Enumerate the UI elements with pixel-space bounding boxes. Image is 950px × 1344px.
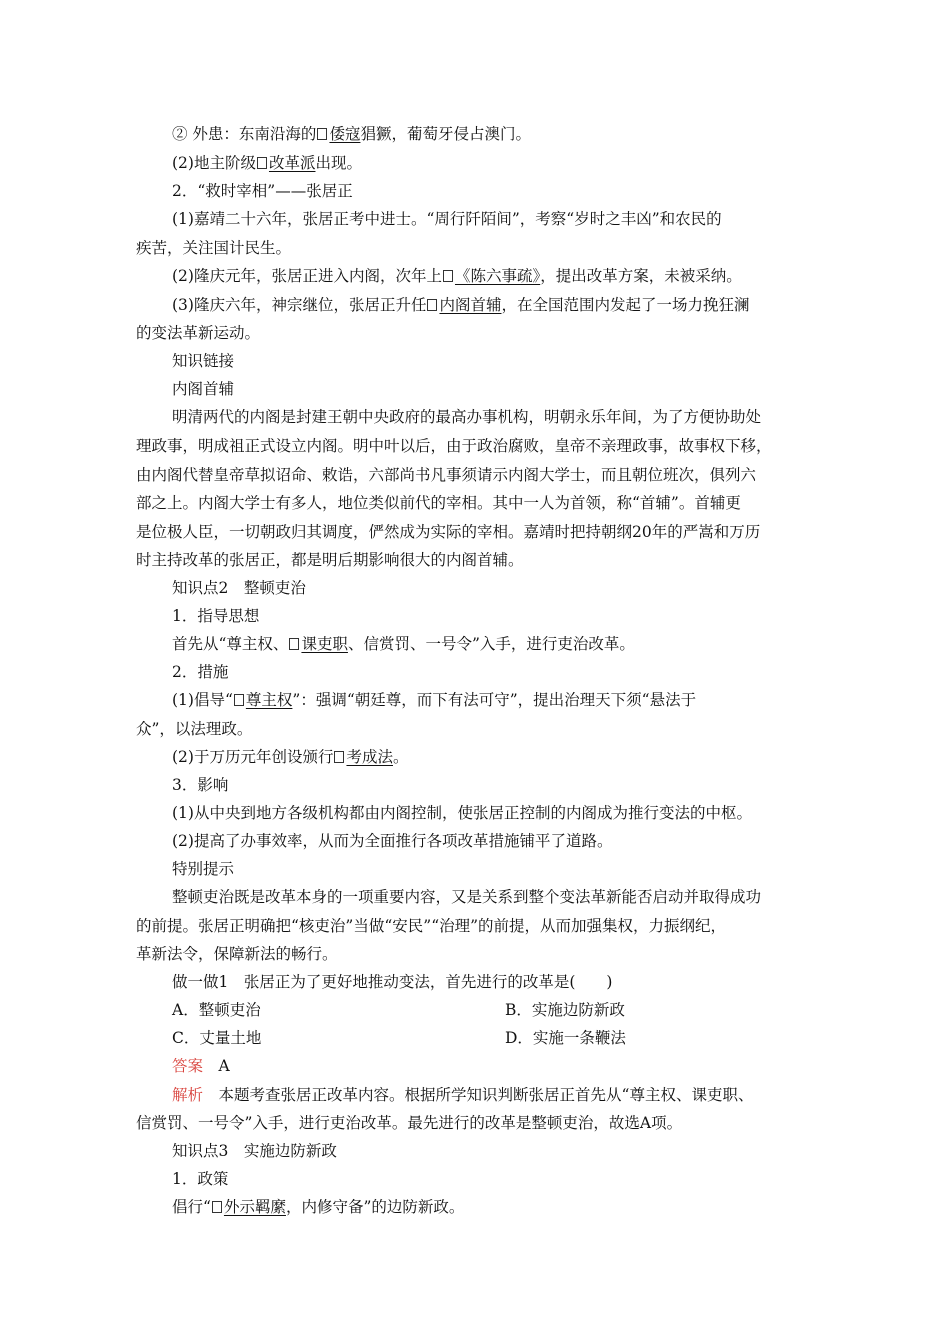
text-span: C．丈量土地 [172,1029,262,1047]
text-span: 本题考查张居正改革内容。根据所学知识判断张居正首先从“尊主权、课吏职、 [203,1086,754,1104]
text-span: 疾苦，关注国计民生。 [136,239,292,257]
text-span: 、信赏罚、一号令”入手，进行吏治改革。 [347,635,635,653]
text-span: ，内修守备”的边防新政。 [285,1198,465,1216]
text-line [136,1113,682,1133]
text-line [136,550,524,570]
text-span: 理政事，明成祖正式设立内阁。明中叶以后，由于政治腐败，皇帝不亲理政事，故事权下移， [136,437,772,455]
text-line [172,747,409,767]
text-line [172,209,722,229]
text-span: 3．影响 [172,776,229,794]
text-span: ，提出改革方案，未被采纳。 [540,267,742,285]
text-span: A [203,1057,230,1075]
text-span: 知识点2 整顿吏治 [172,579,306,597]
text-span: 部之上。内阁大学士有多人，地位类似前代的宰相。其中一人为首领，称“首辅”。首辅更 [136,494,741,512]
text-span: 首先从“尊主权、 [172,635,289,653]
blank-box-icon [443,270,453,282]
text-span: 特别提示 [172,860,235,878]
text-span: 整顿吏治既是改革本身的一项重要内容，又是关系到整个变法革新能否启动并取得成功 [172,888,762,906]
text-line [172,1056,230,1076]
text-span: 众”，以法理政。 [136,720,253,738]
text-line [172,153,362,173]
text-span: (2)于万历元年创设颁行 [172,748,334,766]
text-line [172,831,612,851]
text-line [172,181,353,201]
text-span: (2)地主阶级 [172,154,256,172]
blank-box-icon [427,299,437,311]
text-span: ② 外患：东南沿海的 [172,125,317,143]
underlined-answer: 外示羁縻 [223,1198,286,1216]
text-line [136,465,756,485]
text-span: 。 [392,748,409,766]
blank-box-icon [212,1201,222,1213]
text-line [172,351,234,371]
text-line [172,662,228,682]
text-span: 时主持改革的张居正，都是明后期影响很大的内阁首辅。 [136,551,524,569]
underlined-answer: 课吏职 [301,635,348,653]
underlined-answer: 改革派 [268,154,316,172]
text-span: ”：强调“朝廷尊，而下有法可守”，提出治理天下须“悬法于 [292,691,697,709]
blank-box-icon [317,128,327,140]
text-span: 明清两代的内阁是封建王朝中央政府的最高办事机构，明朝永乐年间，为了方便协助处 [172,408,762,426]
underlined-answer: 《陈六事疏》 [454,267,541,285]
text-span: 的变法革新运动。 [136,324,261,342]
text-span: 的前提。张居正明确把“核吏治”当做“安民”“治理”的前提，从而加强集权，力振纲纪， [136,917,727,935]
text-span: (1)从中央到地方各级机构都由内阁控制，使张居正控制的内阁成为推行变法的中枢。 [172,804,752,822]
text-line [172,295,750,315]
text-span: 内阁首辅 [172,380,235,398]
text-line [172,606,259,626]
text-line [172,1085,753,1105]
text-line [172,1169,228,1189]
text-span: 倡行“ [172,1198,211,1216]
text-line [172,407,761,427]
text-line [136,493,741,513]
text-span: 1．政策 [172,1170,229,1188]
text-span: 革新法令，保障新法的畅行。 [136,945,338,963]
text-span: 猖獗，葡萄牙侵占澳门。 [360,125,531,143]
text-line [172,1028,261,1048]
underlined-answer: 考成法 [346,748,393,766]
text-span: 出现。 [315,154,362,172]
text-line [172,859,234,879]
text-line [172,775,228,795]
underlined-answer: 倭寇 [329,125,361,143]
text-line [172,379,234,399]
text-span: (3)隆庆六年，神宗继位，张居正升任 [172,296,427,314]
blank-box-icon [289,638,299,650]
text-line [136,944,338,964]
answer-label: 答案 [172,1057,204,1075]
text-line [172,1000,261,1020]
underlined-answer: 尊主权 [245,691,293,709]
option-text: D．实施一条鞭法 [505,1029,626,1047]
text-span: 知识点3 实施边防新政 [172,1142,337,1160]
text-span: 由内阁代替皇帝草拟诏命、敕诰，六部尚书凡事须请示内阁大学士，而且朝位班次，俱列六 [136,466,757,484]
text-span: 做一做1 张居正为了更好地推动变法，首先进行的改革是( ) [172,973,613,991]
text-line [172,1141,337,1161]
text-line [172,634,635,654]
blank-box-icon [257,157,267,169]
text-line [172,1197,464,1217]
text-span: 是位极人臣，一切朝政归其调度，俨然成为实际的宰相。嘉靖时把持朝纲20年的严嵩和万历 [136,523,761,541]
text-span: 1．指导思想 [172,607,260,625]
text-line [136,719,252,739]
text-line [136,916,726,936]
text-span: (2)隆庆元年，张居正进入内阁，次年上 [172,267,442,285]
text-line [172,803,752,823]
text-line [136,522,760,542]
text-span: (1)嘉靖二十六年，张居正考中进士。“周行阡陌间”，考察“岁时之丰凶”和农民的 [172,210,722,228]
text-span: (1)倡导“ [172,691,233,709]
blank-box-icon [334,751,344,763]
answer-label: 解析 [172,1086,204,1104]
text-span: 知识链接 [172,352,235,370]
text-line [172,266,742,286]
text-line [136,436,772,456]
text-span: 2．措施 [172,663,229,681]
text-line [136,238,291,258]
text-span: A．整顿吏治 [172,1001,261,1019]
underlined-answer: 内阁首辅 [439,296,502,314]
text-span: (2)提高了办事效率，从而为全面推行各项改革措施铺平了道路。 [172,832,613,850]
option-text: B．实施边防新政 [505,1001,625,1019]
text-span: 信赏罚、一号令”入手，进行吏治改革。最先进行的改革是整顿吏治，故选A项。 [136,1114,683,1132]
text-line [172,972,612,992]
text-line [172,690,696,710]
text-span: ，在全国范围内发起了一场力挽狂澜 [501,296,750,314]
text-line [172,124,531,144]
text-line [136,323,260,343]
blank-box-icon [234,694,244,706]
text-line [172,578,306,598]
text-line [172,887,761,907]
text-span: 2．“救时宰相”——张居正 [172,182,353,200]
